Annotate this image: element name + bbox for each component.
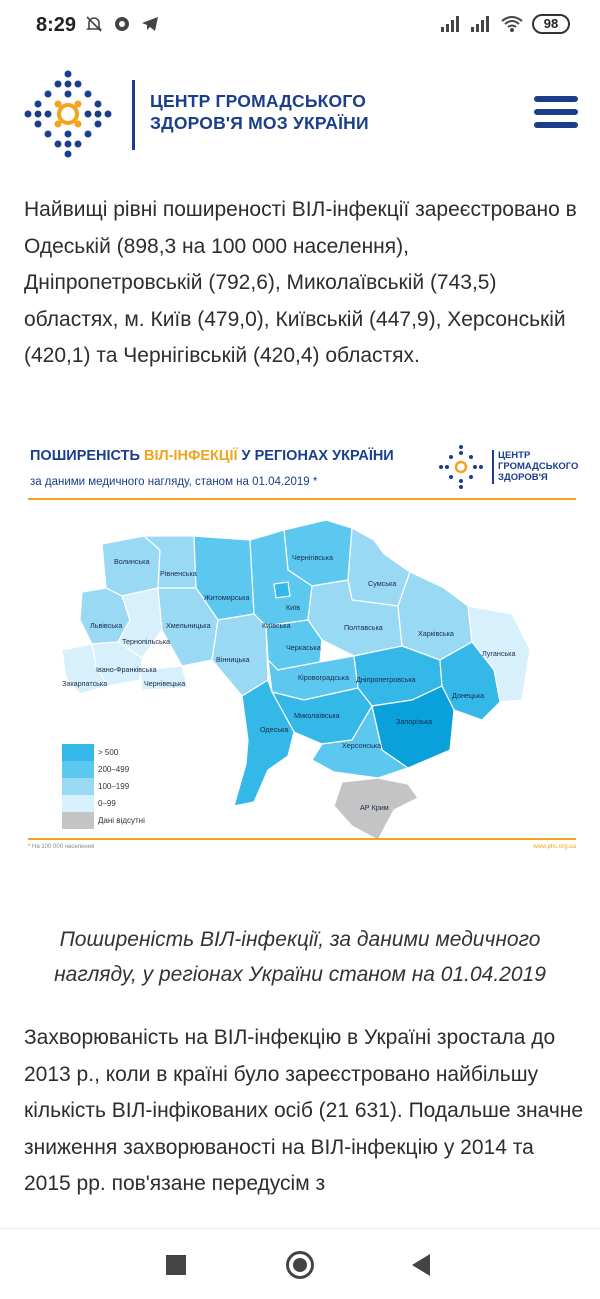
label-volynska: Волинська (114, 557, 150, 566)
logo-line-1: ЦЕНТР ГРОМАДСЬКОГО (150, 91, 367, 111)
label-vinnytska: Вінницька (216, 655, 250, 664)
label-rivnenska: Рівненська (160, 569, 197, 578)
status-time: 8:29 (36, 14, 77, 36)
label-mykolaivska: Миколаївська (294, 711, 340, 720)
hamburger-menu-icon[interactable] (534, 96, 578, 132)
label-khmelnytska: Хмельницька (166, 621, 211, 630)
hiv-prevalence-infographic[interactable] (22, 430, 578, 860)
label-chernihivska: Чернігівська (292, 553, 333, 562)
infographic-site-url: www.phc.org.ua (533, 844, 576, 850)
label-ternopilska: Тернопільська (122, 637, 171, 646)
region-kharkivska (398, 572, 472, 660)
label-dnipropetrovska: Дніпропетровська (356, 675, 416, 684)
status-icons-left (84, 14, 160, 34)
label-chernivetska: Чернівецька (144, 679, 186, 688)
mute-bell-icon (84, 14, 104, 34)
article-paragraph-2: Захворюваність на ВІЛ-інфекцію в Україні зростала до 2013 р., коли в країні було зареєстровано найбільшу кількість ВІЛ-інфікованих осіб (21 631). Подальше значне зниження захворюваності на ВІЛ-інфекцію у 2014 та 2015 рр. пов'язане передусім з (24, 1026, 584, 1195)
signal-icon (470, 15, 492, 33)
label-lvivska: Львівська (90, 621, 123, 630)
label-kyivska: Київська (262, 621, 291, 630)
label-crimea: АР Крим (360, 803, 389, 812)
infographic-subtitle: за даними медичного нагляду, станом на 01.04.2019 * (30, 476, 318, 488)
legend-item: 200–499 (62, 761, 145, 778)
label-poltavska: Полтавська (344, 623, 383, 632)
legend-item: 0–99 (62, 795, 145, 812)
label-sumska: Сумська (368, 579, 397, 588)
wifi-icon (500, 15, 524, 33)
image-caption: Поширеність ВІЛ-інфекції, за даними медичного нагляду, у регіонах України станом на 01.04.2019 (54, 928, 546, 986)
infographic-top-rule (28, 498, 576, 500)
label-kharkivska: Харківська (418, 629, 454, 638)
map-legend (62, 744, 145, 829)
home-circle-icon[interactable] (286, 1251, 314, 1279)
status-icons-right (440, 14, 570, 34)
battery-indicator: 98 (532, 14, 570, 34)
legend-item: Дані відсутні (62, 812, 145, 829)
logo-line-2: ЗДОРОВ'Я МОЗ УКРАЇНИ (150, 113, 369, 133)
label-zakarpatska: Закарпатська (62, 679, 108, 688)
label-odeska: Одеська (260, 725, 289, 734)
legend-item: 100–199 (62, 778, 145, 795)
logo-divider (132, 80, 135, 150)
system-nav-bar (0, 1228, 600, 1299)
label-zaporizka: Запорізька (396, 717, 433, 726)
label-zhytomyrska: Житомирська (204, 593, 250, 602)
infographic-bottom-rule (28, 838, 576, 840)
label-ivano-frankivska: Івано-Франківська (96, 665, 157, 674)
site-logo-text[interactable] (150, 90, 369, 134)
infographic-title: ПОШИРЕНІСТЬ ВІЛ-ІНФЕКЦІЇ У РЕГІОНАХ УКРАЇНИ (30, 448, 394, 464)
recents-square-icon[interactable] (166, 1255, 186, 1275)
site-header (0, 62, 600, 166)
infographic-footnote: * На 100 000 населення (28, 844, 95, 850)
label-khersonska: Херсонська (342, 741, 382, 750)
back-triangle-icon[interactable] (412, 1254, 430, 1276)
region-kyiv-city (274, 582, 290, 598)
notification-icon (112, 14, 132, 34)
region-volynska (102, 536, 160, 596)
mini-logo-text: ЦЕНТР ГРОМАДСЬКОГО ЗДОРОВ'Я (498, 450, 579, 483)
signal-icon (440, 15, 462, 33)
article-paragraph-1: Найвищі рівні поширеності ВІЛ-інфекції зареєстровано в Одеській (898,3 на 100 000 населення), Дніпропетровській (792,6), Миколаївській (743,5) областях, м. Київ (479,0), Київській (447,9), Херсонській (420,1) та Чернігівській (420,4) областях. (24, 198, 577, 367)
mini-logo-divider (492, 450, 494, 484)
label-kirovohradska: Кіровоградська (298, 673, 349, 682)
label-donetska: Донецька (452, 691, 485, 700)
label-luhanska: Луганська (482, 649, 516, 658)
region-sumska (348, 528, 410, 606)
label-kyiv: Київ (286, 603, 301, 612)
phc-logo-icon[interactable] (22, 68, 114, 160)
status-bar (0, 0, 600, 54)
label-cherkaska: Черкаська (286, 643, 321, 652)
phc-mini-logo-icon (438, 444, 484, 490)
legend-item: > 500 (62, 744, 145, 761)
telegram-icon (140, 14, 160, 34)
